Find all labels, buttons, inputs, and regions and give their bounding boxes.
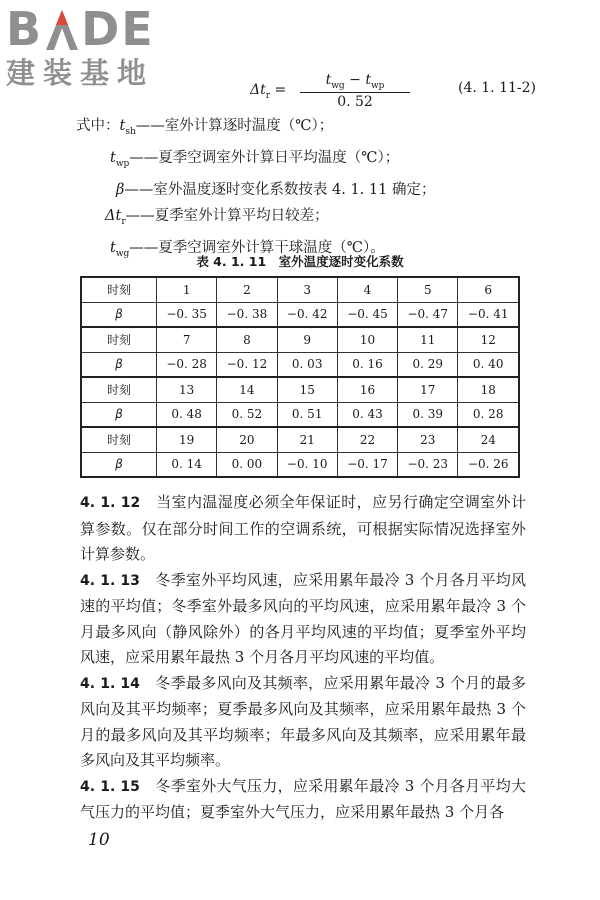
table-cell: 17 xyxy=(398,377,458,402)
coefficient-table xyxy=(80,276,520,478)
table-cell: 6 xyxy=(458,277,519,302)
table-row xyxy=(81,352,519,377)
definition-row: β——室外温度逐时变化系数按表 4. 1. 11 确定； xyxy=(116,181,436,198)
table-cell: 0. 48 xyxy=(157,402,217,427)
row-header: β xyxy=(81,402,157,427)
row-header: β xyxy=(81,302,157,327)
table-cell: 13 xyxy=(157,377,217,402)
definition-row: $\Delta t_r——$夏季室外计算平均日较差； xyxy=(105,207,329,227)
clause-text xyxy=(80,490,526,826)
table-cell: −0. 23 xyxy=(398,452,458,477)
formula-number: (4. 1. 11-2) xyxy=(458,80,536,96)
clause-number: 4. 1. 13 xyxy=(80,572,140,589)
table-cell: 8 xyxy=(217,327,277,352)
table-row xyxy=(81,277,519,302)
logo xyxy=(6,2,181,96)
table-cell: 12 xyxy=(458,327,519,352)
table-cell: 7 xyxy=(157,327,217,352)
table-row xyxy=(81,402,519,427)
table-cell: 24 xyxy=(458,427,519,452)
table-cell: 1 xyxy=(157,277,217,302)
table-cell: 0. 29 xyxy=(398,352,458,377)
table-cell: −0. 41 xyxy=(458,302,519,327)
clause-paragraph: 4. 1. 12 当室内温湿度必须全年保证时，应另行确定空调室外计算参数。仅在部分时间工作的空调系统，可根据实际情况选择室外计算参数。 xyxy=(80,493,526,563)
table-cell: 9 xyxy=(277,327,337,352)
row-header: 时刻 xyxy=(81,377,157,402)
table-cell: 0. 00 xyxy=(217,452,277,477)
clause-number: 4. 1. 12 xyxy=(80,495,141,511)
table-cell: 0. 28 xyxy=(458,402,519,427)
logo-letters-left: B xyxy=(6,2,44,56)
table-cell: 0. 03 xyxy=(277,352,337,377)
clause-number: 4. 1. 15 xyxy=(80,778,140,795)
table-cell: −0. 42 xyxy=(277,302,337,327)
table-cell: 14 xyxy=(217,377,277,402)
table-cell: 22 xyxy=(337,427,397,452)
table-cell: 11 xyxy=(398,327,458,352)
definition-row: 式中：$t_{sh}——$室外计算逐时温度（℃）； xyxy=(76,118,334,137)
table-cell: 0. 14 xyxy=(157,452,217,477)
variable-definitions xyxy=(76,113,435,267)
formula-denominator: 0. 52 xyxy=(337,93,373,110)
table-row xyxy=(81,302,519,327)
table-cell: −0. 38 xyxy=(217,302,277,327)
table-cell: 21 xyxy=(277,427,337,452)
row-header: 时刻 xyxy=(81,277,157,302)
table-cell: 4 xyxy=(337,277,397,302)
table-row xyxy=(81,427,519,452)
definition-row: $t_{wg}——$夏季空调室外计算干球温度（℃）。 xyxy=(110,239,385,259)
table-title: 表 4. 1. 11 室外温度逐时变化系数 xyxy=(196,254,404,269)
table-row xyxy=(81,327,519,352)
clause-paragraph: 4. 1. 13 冬季室外平均风速，应采用累年最冷 3 个月各月平均风速的平均值；冬季室外最多风向的平均风速，应采用累年最冷 3 个月最多风向（静风除外）的各月平均风速的平均值；夏季室外平均风速，应采用累年最热 3 个月各月平均风速的平均值。 xyxy=(80,570,526,666)
clause-paragraph: 4. 1. 15 冬季室外大气压力，应采用累年最冷 3 个月各月平均大气压力的平均值；夏季室外大气压力，应采用累年最热 3 个月各 xyxy=(80,776,526,821)
table-cell: 20 xyxy=(217,427,277,452)
table-cell: 0. 52 xyxy=(217,402,277,427)
table-cell: 0. 43 xyxy=(337,402,397,427)
logo-wordmark xyxy=(6,2,181,56)
table-cell: −0. 26 xyxy=(458,452,519,477)
table-cell: −0. 35 xyxy=(157,302,217,327)
table-cell: 0. 40 xyxy=(458,352,519,377)
table-cell: −0. 12 xyxy=(217,352,277,377)
table-cell: 10 xyxy=(337,327,397,352)
formula-lhs: $\Delta t_r$ = xyxy=(250,82,287,101)
table-cell: 0. 51 xyxy=(277,402,337,427)
table-cell: −0. 17 xyxy=(337,452,397,477)
row-header: 时刻 xyxy=(81,427,157,452)
table-cell: 16 xyxy=(337,377,397,402)
table-cell: −0. 45 xyxy=(337,302,397,327)
table-cell: 0. 39 xyxy=(398,402,458,427)
table-cell: 18 xyxy=(458,377,519,402)
row-header: β xyxy=(81,452,157,477)
row-header: 时刻 xyxy=(81,327,157,352)
row-header: β xyxy=(81,352,157,377)
logo-subtitle: 建装基地 xyxy=(6,56,155,90)
clause-number: 4. 1. 14 xyxy=(80,675,140,692)
page-number: 10 xyxy=(88,830,110,850)
table-cell: 0. 16 xyxy=(337,352,397,377)
formula-numerator: $t_{wg} - t_{wp}$ xyxy=(300,72,410,93)
table-cell: 5 xyxy=(398,277,458,302)
logo-letters-right: DE xyxy=(81,2,155,56)
table-cell: 19 xyxy=(157,427,217,452)
table-row xyxy=(81,452,519,477)
table-cell: −0. 10 xyxy=(277,452,337,477)
table-row xyxy=(81,377,519,402)
table-cell: 23 xyxy=(398,427,458,452)
table-cell: 3 xyxy=(277,277,337,302)
table-cell: −0. 28 xyxy=(157,352,217,377)
table-cell: 15 xyxy=(277,377,337,402)
clause-paragraph: 4. 1. 14 冬季最多风向及其频率，应采用累年最冷 3 个月的最多风向及其平均频率；夏季最多风向及其频率，应采用累年最热 3 个月的最多风向及其平均频率；年最多风向及其频率，应采用累年最多风向及其平均频率。 xyxy=(80,673,526,769)
definition-row: $t_{wp}——$夏季空调室外计算日平均温度（℃）； xyxy=(110,149,400,169)
logo-a-mark-icon xyxy=(44,8,80,52)
table-cell: −0. 47 xyxy=(398,302,458,327)
table-cell: 2 xyxy=(217,277,277,302)
formula-fraction xyxy=(300,72,410,110)
